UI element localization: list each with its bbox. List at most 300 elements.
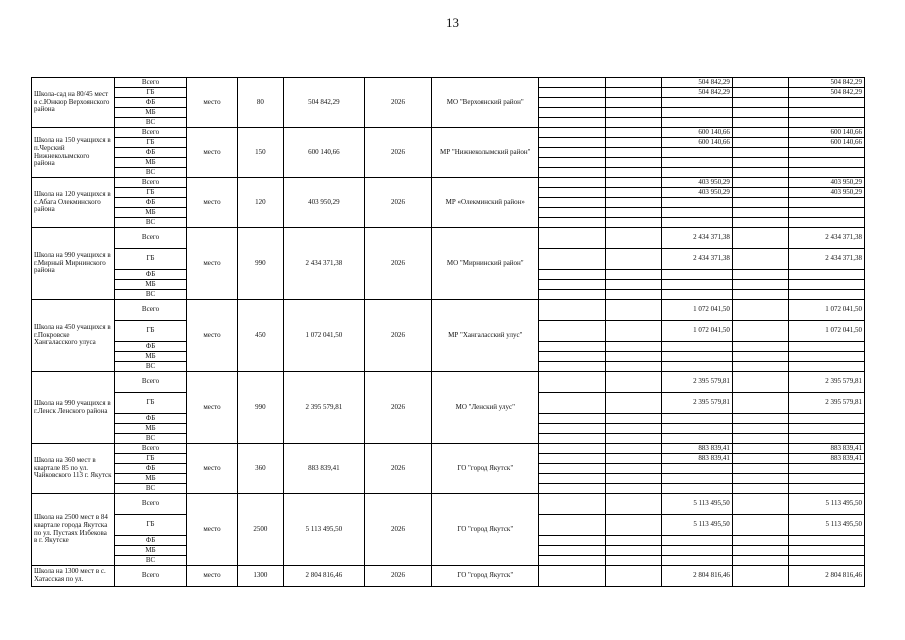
amount-total-cell: 1 072 041,50 <box>789 300 865 321</box>
object-name: Школа на 2500 мест в 84 квартале города Якутска по ул. Пустаях Избекова в г. Якутске <box>32 494 115 566</box>
empty-cell <box>732 464 788 474</box>
empty-cell <box>732 78 788 88</box>
year-cell: 2026 <box>364 444 432 494</box>
amount-cell <box>662 464 733 474</box>
amount-cell: 504 842,29 <box>662 78 733 88</box>
empty-cell <box>539 342 606 352</box>
amount-total-cell: 2 395 579,81 <box>789 393 865 414</box>
funding-source: ФБ <box>114 536 187 546</box>
amount-cell <box>662 280 733 290</box>
year-cell: 2026 <box>364 178 432 228</box>
capacity-cell: 990 <box>237 228 283 300</box>
funding-source: Всего <box>114 78 187 88</box>
amount-cell <box>662 546 733 556</box>
year-cell: 2026 <box>364 228 432 300</box>
empty-cell <box>732 280 788 290</box>
funding-source: ВС <box>114 290 187 300</box>
empty-cell <box>539 434 606 444</box>
empty-cell <box>539 515 606 536</box>
empty-cell <box>732 546 788 556</box>
amount-cell <box>662 158 733 168</box>
empty-cell <box>605 372 661 393</box>
amount-cell <box>662 434 733 444</box>
municipality-cell: МР "Нижнеколымский район" <box>432 128 539 178</box>
amount-total-cell <box>789 158 865 168</box>
amount-total-cell <box>789 218 865 228</box>
empty-cell <box>732 372 788 393</box>
table-row <box>32 178 865 188</box>
amount-total-cell <box>789 198 865 208</box>
cost-cell: 883 839,41 <box>284 444 365 494</box>
year-cell: 2026 <box>364 78 432 128</box>
amount-cell <box>662 108 733 118</box>
empty-cell <box>732 290 788 300</box>
empty-cell <box>732 128 788 138</box>
empty-cell <box>732 270 788 280</box>
funding-source: ГБ <box>114 249 187 270</box>
empty-cell <box>539 78 606 88</box>
table-row <box>32 78 865 88</box>
empty-cell <box>539 444 606 454</box>
amount-total-cell: 1 072 041,50 <box>789 321 865 342</box>
amount-cell <box>662 270 733 280</box>
amount-total-cell <box>789 464 865 474</box>
amount-total-cell: 5 113 495,50 <box>789 515 865 536</box>
empty-cell <box>732 566 788 587</box>
empty-cell <box>732 434 788 444</box>
amount-total-cell: 883 839,41 <box>789 444 865 454</box>
empty-cell <box>605 464 661 474</box>
amount-cell: 600 140,66 <box>662 128 733 138</box>
amount-total-cell <box>789 208 865 218</box>
empty-cell <box>732 556 788 566</box>
amount-cell <box>662 536 733 546</box>
amount-total-cell <box>789 546 865 556</box>
funding-source: Всего <box>114 128 187 138</box>
funding-source: ГБ <box>114 138 187 148</box>
empty-cell <box>605 434 661 444</box>
funding-source: Всего <box>114 566 187 587</box>
object-name: Школа на 150 учащихся в п.Черский Нижнеколымского района <box>32 128 115 178</box>
empty-cell <box>732 321 788 342</box>
empty-cell <box>732 414 788 424</box>
funding-source: ФБ <box>114 464 187 474</box>
amount-cell: 504 842,29 <box>662 88 733 98</box>
empty-cell <box>605 393 661 414</box>
cost-cell: 600 140,66 <box>284 128 365 178</box>
year-cell: 2026 <box>364 128 432 178</box>
empty-cell <box>539 566 606 587</box>
municipality-cell: МР «Олекминский район» <box>432 178 539 228</box>
funding-source: ВС <box>114 362 187 372</box>
funding-source: Всего <box>114 372 187 393</box>
empty-cell <box>732 249 788 270</box>
funding-source: ВС <box>114 168 187 178</box>
amount-cell: 2 804 816,46 <box>662 566 733 587</box>
empty-cell <box>539 108 606 118</box>
empty-cell <box>605 290 661 300</box>
funding-source: ФБ <box>114 98 187 108</box>
funding-source: Всего <box>114 228 187 249</box>
empty-cell <box>605 188 661 198</box>
empty-cell <box>539 88 606 98</box>
investment-table <box>31 77 865 587</box>
table-row <box>32 372 865 393</box>
amount-cell <box>662 424 733 434</box>
amount-cell: 883 839,41 <box>662 444 733 454</box>
table-row <box>32 300 865 321</box>
amount-cell <box>662 198 733 208</box>
capacity-cell: 80 <box>237 78 283 128</box>
empty-cell <box>539 556 606 566</box>
empty-cell <box>539 454 606 464</box>
empty-cell <box>539 270 606 280</box>
funding-source: Всего <box>114 494 187 515</box>
amount-cell: 2 434 371,38 <box>662 228 733 249</box>
unit-cell: место <box>187 300 237 372</box>
municipality-cell: МО "Мирнинский район" <box>432 228 539 300</box>
amount-cell <box>662 556 733 566</box>
capacity-cell: 1300 <box>237 566 283 587</box>
empty-cell <box>732 88 788 98</box>
amount-total-cell <box>789 362 865 372</box>
amount-cell: 5 113 495,50 <box>662 515 733 536</box>
empty-cell <box>539 464 606 474</box>
empty-cell <box>539 158 606 168</box>
year-cell: 2026 <box>364 566 432 587</box>
table-row <box>32 494 865 515</box>
empty-cell <box>539 352 606 362</box>
table-row <box>32 444 865 454</box>
empty-cell <box>539 198 606 208</box>
funding-source: ВС <box>114 118 187 128</box>
amount-total-cell: 403 950,29 <box>789 188 865 198</box>
empty-cell <box>605 362 661 372</box>
amount-total-cell: 504 842,29 <box>789 78 865 88</box>
amount-cell: 403 950,29 <box>662 188 733 198</box>
amount-total-cell: 2 434 371,38 <box>789 228 865 249</box>
funding-source: ГБ <box>114 393 187 414</box>
municipality-cell: ГО "город Якутск" <box>432 494 539 566</box>
amount-total-cell <box>789 434 865 444</box>
empty-cell <box>605 128 661 138</box>
funding-source: ВС <box>114 556 187 566</box>
empty-cell <box>605 198 661 208</box>
empty-cell <box>732 393 788 414</box>
amount-cell: 5 113 495,50 <box>662 494 733 515</box>
empty-cell <box>732 178 788 188</box>
empty-cell <box>732 208 788 218</box>
empty-cell <box>605 178 661 188</box>
empty-cell <box>539 280 606 290</box>
funding-source: ФБ <box>114 148 187 158</box>
empty-cell <box>539 393 606 414</box>
amount-cell: 1 072 041,50 <box>662 300 733 321</box>
empty-cell <box>605 158 661 168</box>
empty-cell <box>605 546 661 556</box>
amount-cell <box>662 414 733 424</box>
funding-source: МБ <box>114 424 187 434</box>
empty-cell <box>605 474 661 484</box>
amount-total-cell <box>789 118 865 128</box>
empty-cell <box>605 208 661 218</box>
capacity-cell: 120 <box>237 178 283 228</box>
amount-total-cell: 5 113 495,50 <box>789 494 865 515</box>
empty-cell <box>539 474 606 484</box>
empty-cell <box>605 454 661 464</box>
funding-source: ФБ <box>114 270 187 280</box>
table-row <box>32 566 865 587</box>
funding-source: МБ <box>114 546 187 556</box>
object-name: Школа на 450 учащихся в г.Покровске Хангаласского улуса <box>32 300 115 372</box>
amount-total-cell <box>789 484 865 494</box>
empty-cell <box>539 484 606 494</box>
amount-total-cell: 883 839,41 <box>789 454 865 464</box>
amount-total-cell: 600 140,66 <box>789 138 865 148</box>
empty-cell <box>539 546 606 556</box>
unit-cell: место <box>187 494 237 566</box>
empty-cell <box>732 118 788 128</box>
table-row <box>32 128 865 138</box>
cost-cell: 504 842,29 <box>284 78 365 128</box>
amount-total-cell: 600 140,66 <box>789 128 865 138</box>
amount-total-cell: 2 434 371,38 <box>789 249 865 270</box>
amount-total-cell <box>789 290 865 300</box>
amount-cell <box>662 218 733 228</box>
empty-cell <box>605 78 661 88</box>
empty-cell <box>539 98 606 108</box>
amount-cell: 1 072 041,50 <box>662 321 733 342</box>
amount-total-cell: 403 950,29 <box>789 178 865 188</box>
empty-cell <box>539 362 606 372</box>
empty-cell <box>539 414 606 424</box>
amount-total-cell <box>789 342 865 352</box>
unit-cell: место <box>187 78 237 128</box>
empty-cell <box>539 321 606 342</box>
funding-source: МБ <box>114 280 187 290</box>
empty-cell <box>732 108 788 118</box>
empty-cell <box>732 352 788 362</box>
year-cell: 2026 <box>364 494 432 566</box>
empty-cell <box>605 566 661 587</box>
empty-cell <box>605 424 661 434</box>
capacity-cell: 2500 <box>237 494 283 566</box>
empty-cell <box>539 128 606 138</box>
empty-cell <box>605 249 661 270</box>
amount-cell: 2 395 579,81 <box>662 393 733 414</box>
empty-cell <box>539 290 606 300</box>
cost-cell: 2 395 579,81 <box>284 372 365 444</box>
empty-cell <box>539 228 606 249</box>
amount-total-cell <box>789 148 865 158</box>
empty-cell <box>605 484 661 494</box>
empty-cell <box>732 454 788 464</box>
amount-cell <box>662 474 733 484</box>
amount-total-cell: 2 395 579,81 <box>789 372 865 393</box>
cost-cell: 403 950,29 <box>284 178 365 228</box>
year-cell: 2026 <box>364 372 432 444</box>
empty-cell <box>539 118 606 128</box>
amount-total-cell <box>789 414 865 424</box>
empty-cell <box>605 536 661 546</box>
empty-cell <box>732 424 788 434</box>
municipality-cell: МР "Хангаласский улус" <box>432 300 539 372</box>
funding-source: Всего <box>114 178 187 188</box>
object-name: Школа-сад на 80/45 мест в с.Юнкюр Верхоянского района <box>32 78 115 128</box>
amount-cell <box>662 362 733 372</box>
empty-cell <box>732 138 788 148</box>
empty-cell <box>605 88 661 98</box>
amount-total-cell <box>789 280 865 290</box>
municipality-cell: МО "Верхоянский район" <box>432 78 539 128</box>
amount-total-cell <box>789 108 865 118</box>
empty-cell <box>605 280 661 290</box>
empty-cell <box>539 168 606 178</box>
amount-total-cell: 504 842,29 <box>789 88 865 98</box>
capacity-cell: 990 <box>237 372 283 444</box>
capacity-cell: 450 <box>237 300 283 372</box>
empty-cell <box>539 372 606 393</box>
empty-cell <box>605 98 661 108</box>
funding-source: Всего <box>114 444 187 454</box>
empty-cell <box>605 300 661 321</box>
amount-cell: 403 950,29 <box>662 178 733 188</box>
empty-cell <box>605 148 661 158</box>
empty-cell <box>605 352 661 362</box>
empty-cell <box>732 494 788 515</box>
amount-total-cell <box>789 168 865 178</box>
amount-cell <box>662 290 733 300</box>
amount-total-cell <box>789 424 865 434</box>
empty-cell <box>539 300 606 321</box>
cost-cell: 1 072 041,50 <box>284 300 365 372</box>
funding-source: ВС <box>114 484 187 494</box>
empty-cell <box>732 515 788 536</box>
amount-cell: 2 395 579,81 <box>662 372 733 393</box>
funding-source: ФБ <box>114 198 187 208</box>
municipality-cell: ГО "город Якутск" <box>432 444 539 494</box>
funding-source: МБ <box>114 474 187 484</box>
empty-cell <box>605 414 661 424</box>
empty-cell <box>732 98 788 108</box>
empty-cell <box>732 198 788 208</box>
empty-cell <box>732 168 788 178</box>
empty-cell <box>732 158 788 168</box>
municipality-cell: ГО "город Якутск" <box>432 566 539 587</box>
funding-source: ГБ <box>114 454 187 464</box>
object-name: Школа на 990 учащихся в г.Мирный Мирнинского района <box>32 228 115 300</box>
unit-cell: место <box>187 566 237 587</box>
funding-source: ВС <box>114 218 187 228</box>
amount-cell: 883 839,41 <box>662 454 733 464</box>
cost-cell: 5 113 495,50 <box>284 494 365 566</box>
amount-cell <box>662 98 733 108</box>
funding-source: ГБ <box>114 188 187 198</box>
empty-cell <box>732 362 788 372</box>
amount-total-cell <box>789 98 865 108</box>
empty-cell <box>732 444 788 454</box>
empty-cell <box>605 321 661 342</box>
empty-cell <box>732 188 788 198</box>
funding-source: МБ <box>114 108 187 118</box>
empty-cell <box>605 494 661 515</box>
funding-source: МБ <box>114 158 187 168</box>
empty-cell <box>539 494 606 515</box>
amount-total-cell <box>789 536 865 546</box>
cost-cell: 2 804 816,46 <box>284 566 365 587</box>
empty-cell <box>539 138 606 148</box>
object-name: Школа на 990 учащихся в г.Ленск Ленского района <box>32 372 115 444</box>
funding-source: ГБ <box>114 515 187 536</box>
funding-source: ФБ <box>114 342 187 352</box>
empty-cell <box>732 484 788 494</box>
unit-cell: место <box>187 228 237 300</box>
unit-cell: место <box>187 444 237 494</box>
funding-source: Всего <box>114 300 187 321</box>
object-name: Школа на 120 учащихся в с.Абага Олекминского района <box>32 178 115 228</box>
empty-cell <box>732 300 788 321</box>
empty-cell <box>732 342 788 352</box>
empty-cell <box>539 208 606 218</box>
empty-cell <box>605 444 661 454</box>
amount-total-cell <box>789 556 865 566</box>
empty-cell <box>539 188 606 198</box>
amount-cell <box>662 352 733 362</box>
empty-cell <box>605 556 661 566</box>
funding-source: МБ <box>114 208 187 218</box>
empty-cell <box>605 228 661 249</box>
empty-cell <box>732 218 788 228</box>
amount-cell <box>662 168 733 178</box>
unit-cell: место <box>187 128 237 178</box>
amount-cell <box>662 484 733 494</box>
amount-cell <box>662 208 733 218</box>
amount-cell <box>662 118 733 128</box>
empty-cell <box>539 536 606 546</box>
amount-total-cell <box>789 352 865 362</box>
empty-cell <box>605 138 661 148</box>
unit-cell: место <box>187 178 237 228</box>
empty-cell <box>732 148 788 158</box>
empty-cell <box>539 218 606 228</box>
amount-cell: 2 434 371,38 <box>662 249 733 270</box>
object-name: Школа на 360 мест в квартале 85 по ул. Чайковского 113 г. Якутск <box>32 444 115 494</box>
funding-source: ВС <box>114 434 187 444</box>
empty-cell <box>605 342 661 352</box>
unit-cell: место <box>187 372 237 444</box>
object-name: Школа на 1300 мест в с. Хатасская по ул. <box>32 566 115 587</box>
amount-cell <box>662 342 733 352</box>
empty-cell <box>605 218 661 228</box>
empty-cell <box>732 474 788 484</box>
empty-cell <box>605 515 661 536</box>
empty-cell <box>539 148 606 158</box>
municipality-cell: МО "Ленский улус" <box>432 372 539 444</box>
empty-cell <box>539 424 606 434</box>
funding-source: ФБ <box>114 414 187 424</box>
empty-cell <box>539 178 606 188</box>
empty-cell <box>605 168 661 178</box>
amount-total-cell: 2 804 816,46 <box>789 566 865 587</box>
amount-cell <box>662 148 733 158</box>
empty-cell <box>732 228 788 249</box>
funding-source: ГБ <box>114 321 187 342</box>
empty-cell <box>605 118 661 128</box>
page-number: 13 <box>446 15 459 30</box>
empty-cell <box>605 108 661 118</box>
cost-cell: 2 434 371,38 <box>284 228 365 300</box>
amount-total-cell <box>789 270 865 280</box>
